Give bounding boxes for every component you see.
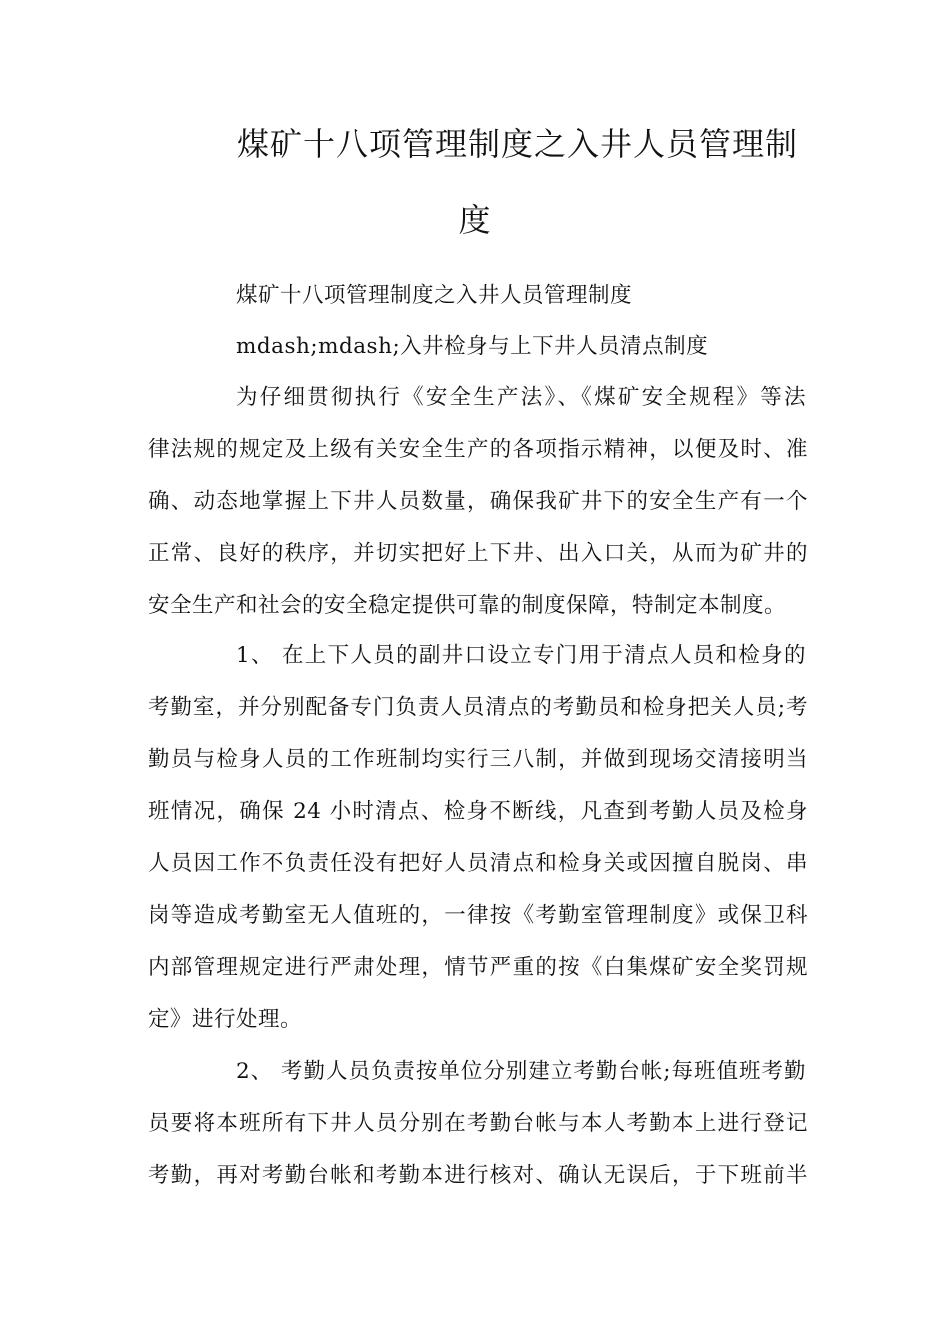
item-1-line: 内部管理规定进行严肃处理，情节严重的按《白集煤矿安全奖罚规: [148, 955, 808, 980]
intro-paragraph-line: 为仔细贯彻执行《安全生产法》、《煤矿安全规程》等法: [236, 385, 806, 410]
item-1-line: 人员因工作不负责任没有把好人员清点和检身关或因擅自脱岗、串: [148, 851, 808, 876]
item-1-line: 班情况，确保 24 小时清点、检身不断线，凡查到考勤人员及检身: [148, 799, 808, 824]
item-1-line: 考勤室，并分别配备专门负责人员清点的考勤员和检身把关人员;考: [148, 695, 808, 720]
intro-paragraph-line: 安全生产和社会的安全稳定提供可靠的制度保障，特制定本制度。: [148, 593, 787, 618]
intro-paragraph-line: 律法规的规定及上级有关安全生产的各项指示精神，以便及时、准: [148, 437, 808, 462]
item-2-line: 考勤，再对考勤台帐和考勤本进行核对、确认无误后，于下班前半: [148, 1163, 808, 1188]
item-1-line: 勤员与检身人员的工作班制均实行三八制，并做到现场交清接明当: [148, 747, 808, 772]
intro-paragraph-line: 正常、良好的秩序，并切实把好上下井、出入口关，从而为矿井的: [148, 541, 808, 566]
document-title-line-1: 煤矿十八项管理制度之入井人员管理制: [236, 125, 798, 163]
item-2-line: 员要将本班所有下井人员分别在考勤台帐与本人考勤本上进行登记: [148, 1111, 808, 1136]
document-subtitle: 煤矿十八项管理制度之入井人员管理制度: [236, 283, 633, 308]
document-title-line-2: 度: [458, 201, 492, 239]
section-heading: mdash;mdash;入井检身与上下井人员清点制度: [236, 334, 709, 359]
item-1-line: 定》进行处理。: [148, 1007, 303, 1032]
intro-paragraph-line: 确、动态地掌握上下井人员数量，确保我矿井下的安全生产有一个: [148, 489, 808, 514]
item-1-line: 岗等造成考勤室无人值班的，一律按《考勤室管理制度》或保卫科: [148, 903, 808, 928]
item-1-line: 1、 在上下人员的副井口设立专门用于清点人员和检身的: [236, 643, 806, 668]
item-2-line: 2、 考勤人员负责按单位分别建立考勤台帐;每班值班考勤: [236, 1059, 806, 1084]
